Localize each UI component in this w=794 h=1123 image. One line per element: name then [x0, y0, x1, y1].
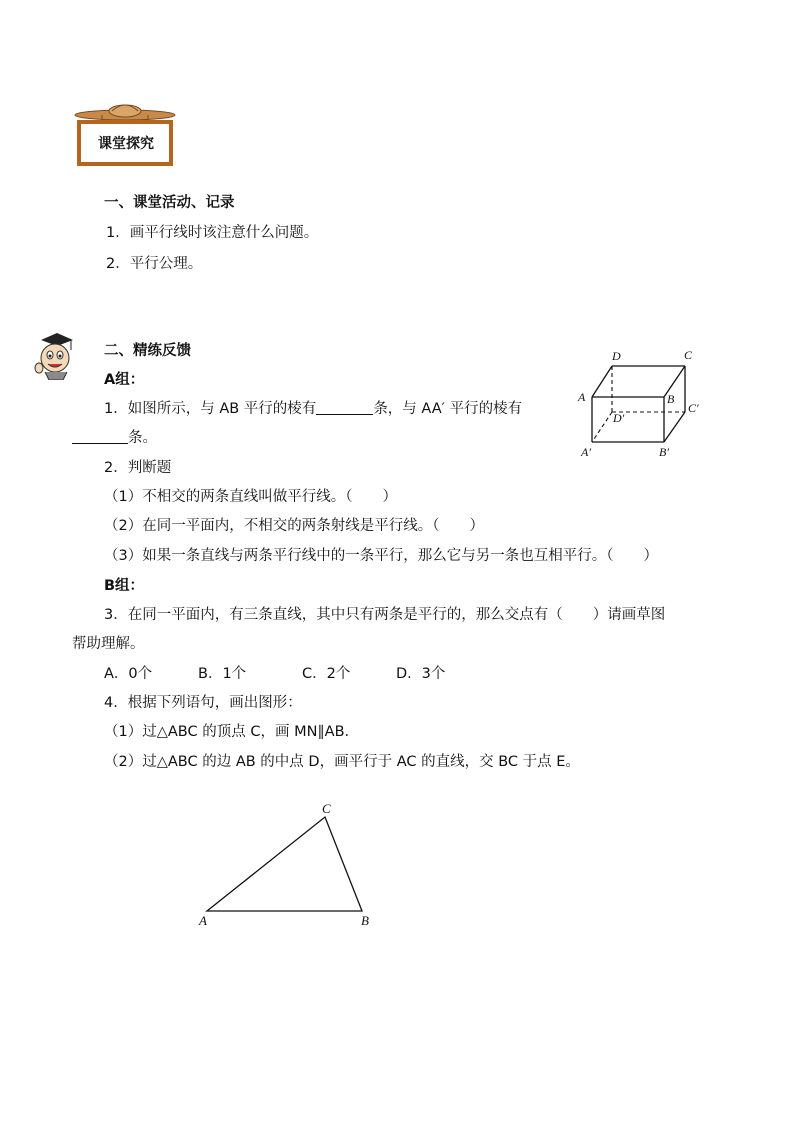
question-3-line2: 帮助理解。	[72, 636, 145, 652]
group-a-label: A组：	[104, 372, 145, 388]
question-1	[104, 399, 522, 419]
vertex-label: A	[578, 390, 586, 404]
cube-edge	[664, 412, 685, 442]
judgement-item	[104, 487, 397, 507]
question-3-text: 3．在同一平面内，有三条直线，其中只有两条是平行的，那么交点有（	[104, 607, 563, 623]
judgement-text: （2）在同一平面内，不相交的两条射线是平行线。（	[104, 518, 440, 534]
judgement-item	[104, 516, 484, 536]
vertex-label: B	[667, 392, 675, 406]
option-b: B．1个	[198, 666, 247, 682]
vertex-label: C	[684, 348, 693, 362]
student-mascot-icon	[33, 330, 77, 380]
vertex-label: C	[322, 801, 331, 816]
judgement-close: ）	[643, 548, 658, 564]
option-c: C．2个	[302, 666, 351, 682]
triangle-figure	[192, 796, 382, 932]
vertex-label: C′	[688, 401, 699, 415]
section-2-heading: 二、精练反馈	[104, 343, 191, 359]
question-1-line2	[72, 428, 157, 448]
cube-hidden-edge	[592, 412, 612, 442]
question-1-prefix: 1．如图所示，与 AB 平行的棱有	[104, 401, 317, 417]
option-a: A．0个	[104, 666, 153, 682]
question-4-item: （2）过△ABC 的边 AB 的中点 D，画平行于 AC 的直线，交 BC 于点 E。	[104, 754, 580, 770]
question-3-text-end: ）请画草图	[592, 607, 666, 623]
answer-blank[interactable]	[316, 400, 373, 415]
vertex-label: D′	[613, 411, 625, 425]
section-badge	[72, 100, 178, 168]
judgement-close: ）	[382, 489, 397, 505]
judgement-item	[104, 546, 658, 566]
group-b-label: B组：	[104, 578, 145, 594]
question-2-title: 2．判断题	[104, 460, 172, 476]
vertex-label: A	[199, 913, 207, 928]
judgement-text: （1）不相交的两条直线叫做平行线。（	[104, 489, 353, 505]
question-3	[104, 605, 665, 625]
question-1-middle: 条，与 AA′ 平行的棱有	[373, 401, 523, 417]
section-1-item: 2．平行公理。	[106, 256, 203, 272]
answer-blank[interactable]	[72, 429, 128, 444]
section-1-item: 1．画平行线时该注意什么问题。	[106, 225, 319, 241]
question-4-title: 4．根据下列语句，画出图形：	[104, 695, 302, 711]
judgement-close: ）	[469, 518, 484, 534]
question-4-item: （1）过△ABC 的顶点 C，画 MN∥AB．	[104, 724, 360, 740]
judgement-text: （3）如果一条直线与两条平行线中的一条平行，那么它与另一条也互相平行。（	[104, 548, 614, 564]
badge-label: 课堂探究	[98, 136, 154, 152]
vertex-label: D	[612, 349, 621, 363]
cube-figure	[576, 346, 706, 460]
cube-edge	[592, 366, 612, 397]
triangle-abc	[207, 817, 362, 911]
section-1-heading: 一、课堂活动、记录	[104, 195, 235, 211]
question-1-suffix: 条。	[128, 430, 157, 446]
vertex-label: B	[361, 913, 369, 928]
vertex-label: A′	[581, 445, 591, 459]
vertex-label: B′	[659, 445, 669, 459]
option-d: D．3个	[396, 666, 446, 682]
